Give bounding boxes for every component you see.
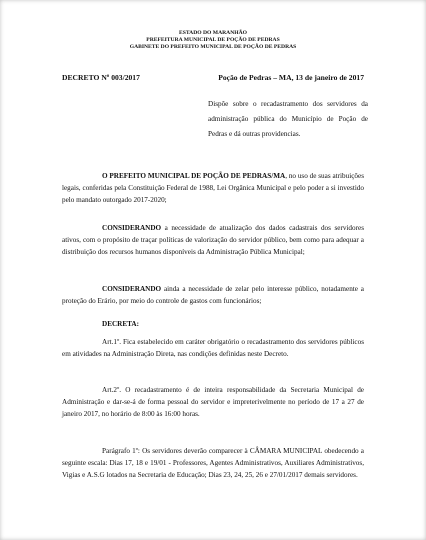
decreta-heading: DECRETA: <box>102 320 140 328</box>
considerando-1-bold: CONSIDERANDO <box>102 224 162 232</box>
article-2: Art.2º. O recadastramento é de inteira responsabilidade da Secretaria Municipal de Administração e dar-se-á de forma pessoal do servidor e impreterivelmente no período de 17 a 27 de janeiro 2017, no horário de 8:00 às 16:00 horas. <box>62 386 364 418</box>
letterhead-cabinet: GABINETE DO PREFEITO MUNICIPAL DE POÇÃO DE PEDRAS <box>129 44 297 50</box>
considerando-2-bold: CONSIDERANDO <box>102 285 162 293</box>
paragraph-1: Parágrafo 1º: Os servidores deverão comparecer à CÂMARA MUNICIPAL obedecendo a seguinte escala: Dias 17, 18 e 19/01 - Professores, Agentes Administrativos, Auxiliares Administrativos, Vigias e A.S.G lotados na Secretaria de Educação; Dias 23, 24, 25, 26 e 27/01/2017 demais servidores. <box>62 447 364 479</box>
considerando-paragraph-1 <box>62 222 364 258</box>
considerando-paragraph-2 <box>62 283 364 307</box>
letterhead-prefecture: PREFEITURA MUNICIPAL DE POÇÃO DE PEDRAS <box>146 37 280 43</box>
considerando-2-text: ainda a necessidade de zelar pelo interesse público, notadamente a proteção do Erário, por meio do controle de gastos com funcionários; <box>62 285 364 305</box>
decree-heading <box>62 73 364 82</box>
decree-number: DECRETO Nº 003/2017 <box>62 73 140 82</box>
letterhead <box>0 30 426 51</box>
article-1: Art.1º. Fica estabelecido em caráter obrigatório o recadastramento dos servidores públicos em atividades na Administração Direta, nas condições definidas neste Decreto. <box>62 338 364 358</box>
preamble-bold: O PREFEITO MUNICIPAL DE POÇÃO DE PEDRAS/MA <box>102 172 286 180</box>
preamble-text: , no uso de suas atribuições legais, conferidas pela Constituição Federal de 1988, Lei Orgânica Municipal e pelo poder a si investido pelo mandato outorgado 2017-2020; <box>62 172 364 204</box>
preamble-paragraph <box>62 170 364 206</box>
considerando-1-text: a necessidade de atualização dos dados cadastrais dos servidores ativos, com o propósito de traçar políticas de valorização do servidor público, bem como para adequar a distribuição dos recursos humanos disponíveis da Administração Pública Municipal; <box>62 224 364 256</box>
letterhead-state: ESTADO DO MARANHÃO <box>179 30 247 36</box>
decree-summary: Dispõe sobre o recadastramento dos servidores da administração pública do Município de Poção de Pedras e dá outras providencias. <box>208 100 368 138</box>
decree-place-date: Poção de Pedras – MA, 13 de janeiro de 2017 <box>218 73 364 82</box>
